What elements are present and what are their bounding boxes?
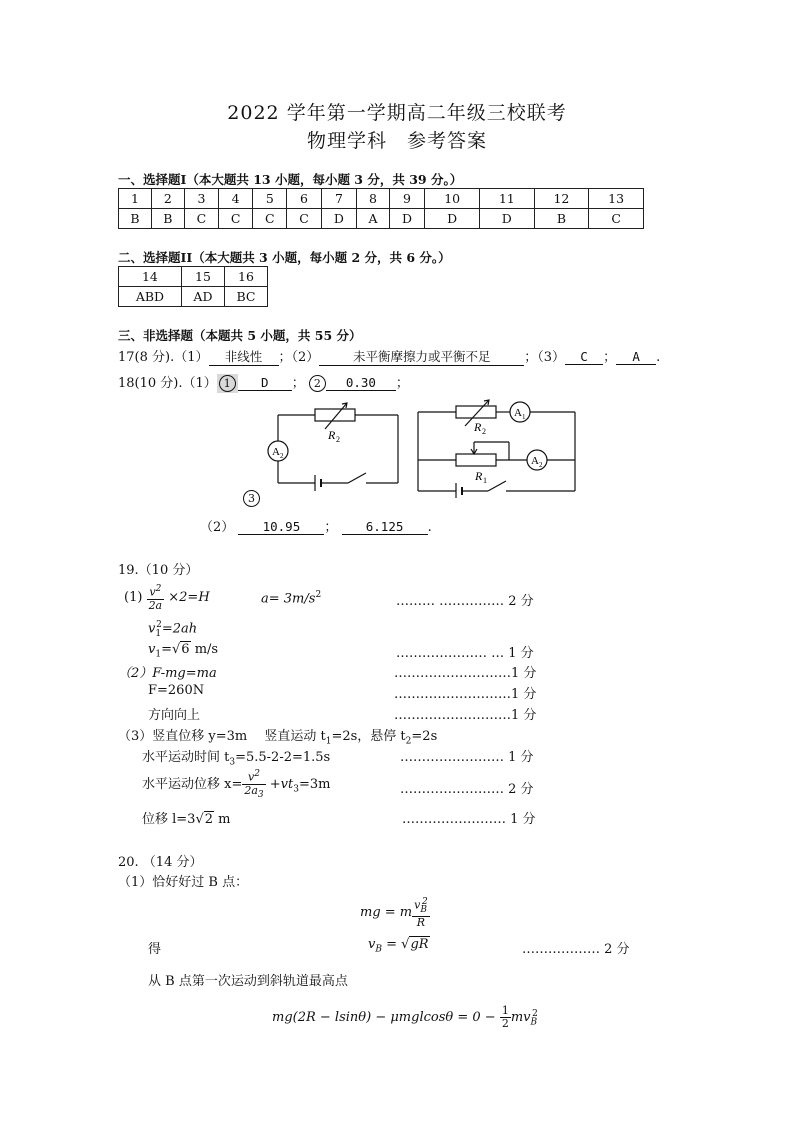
equation-text: =5.5-2-2=1.5s xyxy=(235,750,331,765)
q18-answer-3: 10.95 xyxy=(238,519,324,535)
table-cell: 6 xyxy=(287,189,321,209)
equation-text: 水平运动时间 t xyxy=(142,750,230,765)
equation-text: mg = m xyxy=(360,904,413,920)
table-cell: C xyxy=(287,209,321,229)
fraction xyxy=(500,1005,511,1030)
q18-text: ； xyxy=(395,376,409,391)
equation-text: mg(2R − lsinθ) − μmglcosθ = 0 − xyxy=(272,1010,500,1025)
q17-text: . xyxy=(656,350,661,365)
q19-points: ………………………1 分 xyxy=(394,708,537,723)
unit: m/s xyxy=(190,642,219,657)
q19-line-10: 位移 l=3√2 m xyxy=(142,812,231,827)
table-row xyxy=(119,209,644,229)
r2-subscript: 2 xyxy=(336,435,340,444)
fraction: $\frac{v^2}{2a}$ xyxy=(148,584,163,612)
section2-heading: 二、选择题II（本大题共 3 小题，每小题 2 分，共 6 分。） xyxy=(118,250,451,265)
table-cell: BC xyxy=(225,287,268,307)
equation-text: v xyxy=(148,642,156,657)
q19-points: ……… …………… 2 分 xyxy=(396,594,534,609)
equation-text: v xyxy=(148,621,156,637)
unit: m xyxy=(214,812,231,827)
frac-denominator: 2 xyxy=(501,1017,509,1030)
table-cell: 2 xyxy=(151,189,184,209)
q18-text: . xyxy=(427,520,432,535)
table-cell: 12 xyxy=(534,189,589,209)
r2-label: R xyxy=(328,428,336,442)
q18-text: ； xyxy=(291,376,305,391)
table-cell: 15 xyxy=(181,267,224,287)
q20-equation-2: $v_B = √gR$ xyxy=(368,937,429,955)
q20-points: ……………… 2 分 xyxy=(522,942,630,957)
table-cell: 8 xyxy=(357,189,389,209)
q19-points: ………………… … 1 分 xyxy=(396,646,534,661)
table-cell: C xyxy=(184,209,218,229)
a2-label: A xyxy=(531,455,539,467)
equation-text: =2ah xyxy=(161,621,198,637)
frac-denominator: R xyxy=(416,915,426,929)
fraction: $\frac{v^2}{2a_3}$ xyxy=(244,769,264,800)
a1-label: A xyxy=(514,407,522,419)
equation-text: 水平运动位移 x= xyxy=(142,776,243,792)
table-cell: 13 xyxy=(589,189,644,209)
q17-text: ；（3） xyxy=(524,350,566,365)
q17-answer-4: A xyxy=(616,349,656,365)
table-cell: C xyxy=(589,209,644,229)
table-cell: 16 xyxy=(225,267,268,287)
table-cell: 4 xyxy=(219,189,253,209)
q18-text: ； xyxy=(324,520,338,535)
sqrt-value: gR xyxy=(410,937,429,952)
equation-text: mv xyxy=(510,1010,531,1025)
r1-subscript: 1 xyxy=(483,476,487,485)
q18-answer-2: 0.30 xyxy=(326,375,396,391)
section3-heading: 三、非选择题（本题共 5 小题，共 55 分） xyxy=(118,328,362,343)
table-cell: 7 xyxy=(321,189,357,209)
equation-text: （3）竖直位移 y=3m 竖直运动 t xyxy=(118,729,326,744)
q19-points: …………………… 1 分 xyxy=(402,812,536,827)
fraction: $\frac{v_B^2}{R}$ xyxy=(414,897,428,929)
table-cell: D xyxy=(321,209,357,229)
q18-highlight xyxy=(217,374,238,393)
part-label: (1) xyxy=(124,589,143,605)
r1-label: R xyxy=(475,469,483,483)
frac-denominator: 2a xyxy=(244,783,258,797)
table-cell: 1 xyxy=(119,189,152,209)
table-cell: A xyxy=(357,209,389,229)
q19-points: …………………… 2 分 xyxy=(400,782,534,797)
q19-line-9: 水平运动位移 x= $\frac{v^2}{2a_3}$ $+vt_3=3m$ xyxy=(142,769,331,800)
q20-equation-1 xyxy=(360,896,430,929)
table-cell: B xyxy=(151,209,184,229)
equation-text: = xyxy=(161,642,172,657)
circled-number: 3 xyxy=(243,490,260,507)
q19-accel: $a= 3m/s^2$ xyxy=(261,590,322,607)
circuit-diagram-left xyxy=(240,395,410,500)
q19-line-4: （2）F-mg=ma xyxy=(118,666,217,681)
q20-line-1: （1）恰好好过 B 点： xyxy=(118,875,249,890)
table-cell: B xyxy=(119,209,152,229)
table-cell: C xyxy=(219,209,253,229)
q19-line-1 xyxy=(124,583,210,612)
equation-text: 位移 l=3 xyxy=(142,812,196,827)
table-row xyxy=(119,267,268,287)
page-subtitle: 物理学科 参考答案 xyxy=(306,130,487,152)
q19-heading: 19.（10 分） xyxy=(118,563,199,578)
q19-points: ………………………1 分 xyxy=(394,687,537,702)
table-cell: 14 xyxy=(119,267,182,287)
section1-answer-table xyxy=(118,188,644,229)
equation-text: = xyxy=(381,937,402,952)
frac-numerator: v xyxy=(149,585,156,599)
a1-subscript: 1 xyxy=(522,413,526,421)
equation-text: =2s xyxy=(411,729,438,744)
equation-text: =2s，悬停 t xyxy=(331,729,406,744)
table-cell: AD xyxy=(181,287,224,307)
table-cell: D xyxy=(479,209,534,229)
a2-subscript: 2 xyxy=(539,461,543,469)
section1-heading: 一、选择题I（本大题共 13 小题，每小题 3 分，共 39 分。） xyxy=(118,172,463,187)
page-title: 2022 学年第一学期高二年级三校联考 xyxy=(227,102,567,124)
frac-numerator: v xyxy=(414,898,421,912)
q19-points: ………………………1 分 xyxy=(394,666,537,681)
q18-line xyxy=(118,372,409,392)
q18-answer-4: 6.125 xyxy=(342,519,428,535)
q17-text: ； xyxy=(603,350,617,365)
table-cell: 10 xyxy=(425,189,480,209)
q18-prefix: 18(10 分).（1） xyxy=(118,376,217,391)
q19-line-5: F=260N xyxy=(148,683,205,698)
a2-label: A xyxy=(272,446,280,458)
frac-numerator: 1 xyxy=(501,1004,509,1017)
q19-points: …………………… 1 分 xyxy=(400,750,534,765)
equation-text: =3m xyxy=(298,776,331,792)
a2-subscript: 2 xyxy=(280,452,284,460)
circled-number: 1 xyxy=(219,375,236,392)
q20-de: 得 xyxy=(148,942,162,957)
q19-line-3: $v_1=√6$ m/s xyxy=(148,642,219,660)
table-cell: D xyxy=(425,209,480,229)
q19-line-2: $v_1^2=2ah$ xyxy=(148,620,198,639)
sqrt-value: 6 xyxy=(181,642,190,657)
equation-text: +vt xyxy=(265,776,294,792)
q20-equation-3: mg(2R − lsinθ) − μmglcosθ = 0 − $\frac{1}{2}$ $mv_B^2$ xyxy=(272,1004,538,1030)
q19-line-7: （3）竖直位移 y=3m 竖直运动 $t_1=2s$，悬停 $t_2=2s$ xyxy=(118,729,438,747)
table-cell: 3 xyxy=(184,189,218,209)
equation-text: ×2=H xyxy=(168,589,210,605)
q19-line-6: 方向向上 xyxy=(148,708,201,723)
q19-line-8: 水平运动时间 $t_3=5.5-2-2=1.5s$ xyxy=(142,750,331,768)
q17-prefix: 17(8 分).（1） xyxy=(118,350,209,365)
q17-line xyxy=(118,346,660,366)
circled-number: 2 xyxy=(309,375,326,392)
table-cell: C xyxy=(253,209,287,229)
equation-text: a= 3m/s xyxy=(261,591,316,607)
sqrt-value: 2 xyxy=(204,812,214,827)
q18-answer-1: D xyxy=(238,375,292,391)
q17-answer-3: C xyxy=(565,349,603,365)
q17-answer-1: 非线性 xyxy=(209,347,279,366)
q20-heading: 20. （14 分） xyxy=(118,855,203,870)
table-cell: B xyxy=(534,209,589,229)
frac-numerator: v xyxy=(248,770,255,784)
circuit-diagram-right xyxy=(412,398,582,498)
q17-answer-2: 未平衡摩擦力或平衡不足 xyxy=(319,347,524,366)
table-row xyxy=(119,287,268,307)
table-cell: ABD xyxy=(119,287,182,307)
section2-answer-table xyxy=(118,266,268,307)
table-cell: 5 xyxy=(253,189,287,209)
q18-part2 xyxy=(200,516,432,535)
r2-label: R xyxy=(474,420,482,434)
table-cell: 11 xyxy=(479,189,534,209)
q20-line-2: 从 B 点第一次运动到斜轨道最高点 xyxy=(148,974,348,989)
table-row xyxy=(119,189,644,209)
equation-text: v xyxy=(368,937,376,952)
r2-subscript: 2 xyxy=(482,427,486,436)
table-cell: D xyxy=(389,209,425,229)
frac-denominator: 2a xyxy=(148,598,163,612)
q18-part2-prefix: （2） xyxy=(200,520,235,535)
table-cell: 9 xyxy=(389,189,425,209)
q17-text: ；（2） xyxy=(278,350,320,365)
